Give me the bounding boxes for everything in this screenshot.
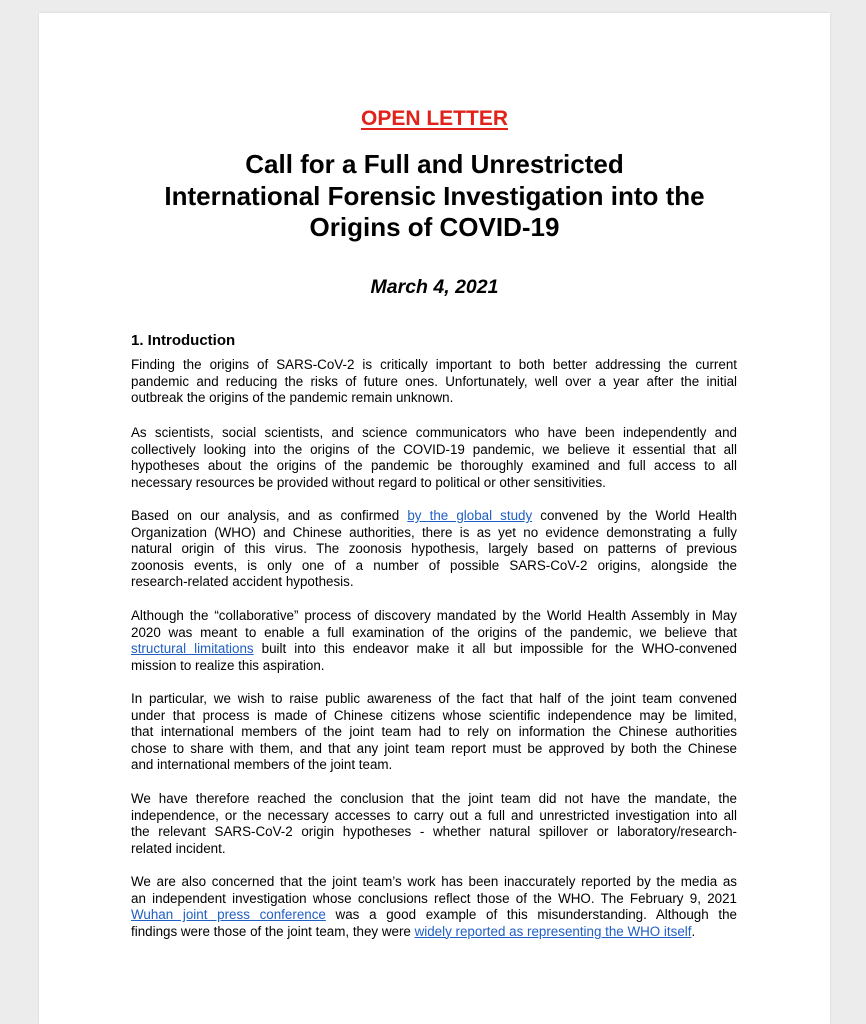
paragraph-6 (131, 791, 737, 857)
paragraph-line (131, 907, 737, 924)
paragraph-line: pandemic and reducing the risks of future ones. Unfortunately, well over a year after the initial (131, 373, 737, 389)
paragraph-line: 2020 was meant to enable a full examination of the origins of the pandemic, we believe that (131, 624, 737, 640)
paragraph-text: was a good example of this misunderstanding. Although the (325, 907, 737, 922)
link-global-study[interactable]: by the global study (407, 508, 533, 523)
paragraph-line: independence, or the necessary accesses to carry out a full and unrestricted investigation into all (131, 807, 737, 823)
paragraph-line: Although the “collaborative” process of discovery mandated by the World Health Assembly in May (131, 608, 737, 623)
document-title (99, 149, 770, 244)
paragraph-4 (131, 608, 737, 674)
title-line: Call for a Full and Unrestricted (245, 149, 624, 179)
paragraph-line: In particular, we wish to raise public awareness of the fact that half of the joint team convened (131, 691, 737, 706)
paragraph-line: necessary resources be provided without regard to political or other sensitivities. (131, 474, 606, 490)
title-line: International Forensic Investigation into the (164, 180, 705, 211)
paragraph-line: As scientists, social scientists, and science communicators who have been independently and (131, 425, 737, 440)
paragraph-text: built into this endeavor make it all but impossible for the WHO-convened (253, 641, 738, 656)
paragraph-3 (131, 508, 737, 591)
paragraph-line: chose to share with them, and that any joint team report must be approved by both the Chinese (131, 740, 737, 756)
paragraph-line: that international members of the joint team had to rely on information the Chinese authorities (131, 724, 737, 739)
paragraph-line: hypotheses about the origins of the pandemic be thoroughly examined and full access to all (131, 458, 737, 473)
paragraph-line: We are also concerned that the joint team’s work has been inaccurately reported by the media as (131, 874, 737, 889)
document-page (39, 13, 830, 1024)
paragraph-text: Based on our analysis, and as confirmed (131, 508, 408, 523)
paragraph-5 (131, 691, 737, 774)
section-heading-introduction: 1. Introduction (131, 332, 236, 349)
paragraph-line: collectively looking into the origins of the COVID-19 pandemic, we believe it essential that all (131, 441, 737, 457)
paragraph-line: research-related accident hypothesis. (131, 574, 354, 589)
paragraph-line: natural origin of this virus. The zoonosis hypothesis, largely based on patterns of previous (131, 541, 737, 556)
paragraph-text: . (691, 923, 696, 939)
document-date: March 4, 2021 (370, 276, 499, 298)
paragraph-line: We have therefore reached the conclusion that the joint team did not have the mandate, the (131, 791, 737, 806)
paragraph-line: zoonosis events, is only one of a number of possible SARS-CoV-2 origins, alongside the (131, 557, 737, 573)
paragraph-line: related incident. (131, 840, 226, 856)
paragraph-line: an independent investigation whose conclusions reflect those of the WHO. The February 9, 2021 (131, 890, 737, 906)
paragraph-text: findings were those of the joint team, they were (131, 923, 415, 939)
paragraph-line: and international members of the joint team. (131, 757, 393, 772)
link-structural-limitations[interactable]: structural limitations (131, 641, 254, 656)
open-letter-label: OPEN LETTER (360, 107, 508, 130)
paragraph-1 (131, 357, 737, 407)
paragraph-2 (131, 425, 737, 491)
title-line: Origins of COVID-19 (309, 212, 560, 242)
paragraph-line: the relevant SARS-CoV-2 origin hypotheses - whether natural spillover or laboratory/research- (131, 824, 737, 839)
paragraph-line: mission to realize this aspiration. (131, 657, 325, 673)
paragraph-line (131, 508, 737, 525)
paragraph-line: Organization (WHO) and Chinese authorities, there is as yet no evidence demonstrating a fully (131, 524, 737, 540)
paragraph-line: outbreak the origins of the pandemic remain unknown. (131, 390, 454, 405)
link-wuhan-joint-press-conference[interactable]: Wuhan joint press conference (131, 907, 326, 922)
paragraph-7 (131, 874, 737, 940)
paragraph-line (131, 924, 737, 941)
link-widely-reported[interactable]: widely reported as representing the WHO itself (414, 923, 692, 939)
paragraph-line: Finding the origins of SARS-CoV-2 is critically important to both better addressing the current (131, 357, 737, 372)
paragraph-line: under that process is made of Chinese citizens whose scientific independence may be limited, (131, 707, 737, 723)
paragraph-line (131, 641, 737, 658)
paragraph-text: convened by the World Health (532, 508, 737, 523)
